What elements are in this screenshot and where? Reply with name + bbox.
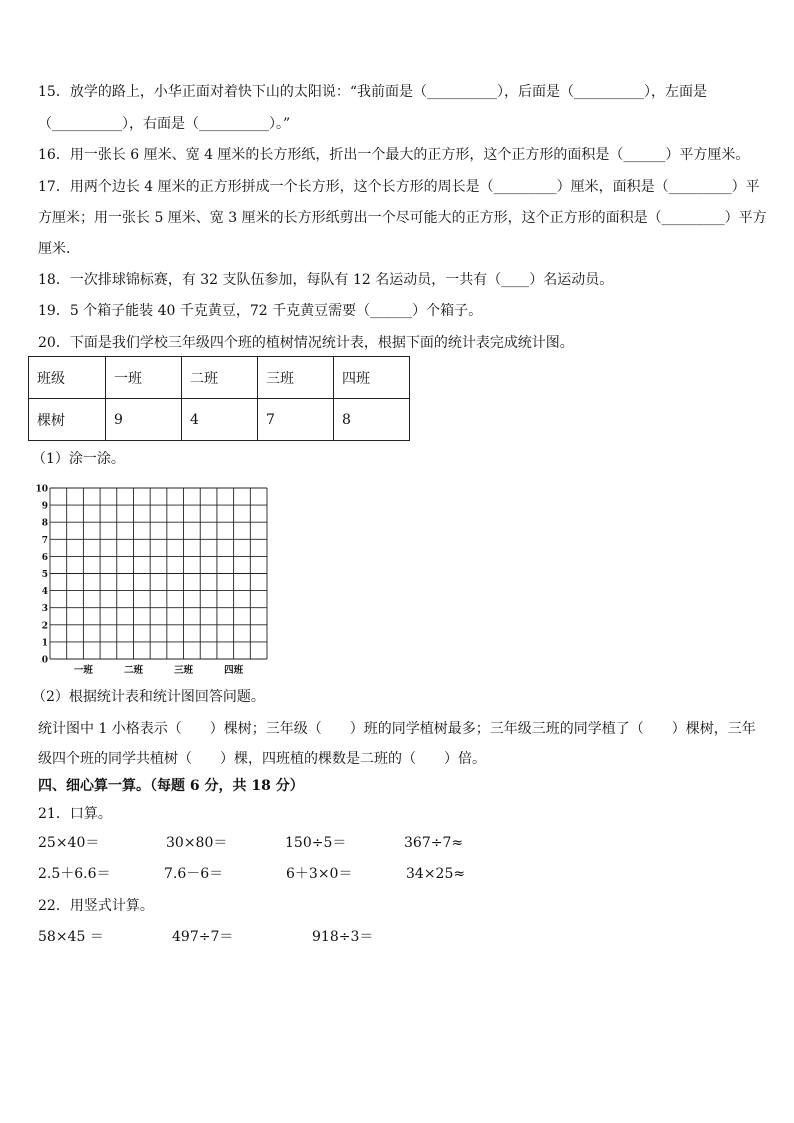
data-cell: 棵树 — [29, 399, 106, 441]
q21-item: 150÷5＝ — [285, 835, 347, 851]
x-category-label: 四班 — [224, 665, 244, 676]
y-tick-label: 8 — [41, 518, 48, 529]
y-tick-label: 10 — [35, 484, 48, 495]
q19-text: 19．5 个箱子能装 40 千克黄豆，72 千克黄豆需要（______）个箱子。 — [38, 303, 483, 319]
y-tick-label: 2 — [41, 621, 48, 632]
y-tick-label: 1 — [41, 638, 48, 649]
data-cell: 7 — [258, 399, 334, 441]
q17-line2: 方厘米；用一张长 5 厘米、宽 3 厘米的长方形纸剪出一个尽可能大的正方形，这个正方形的面积是（_________）平方 — [38, 210, 767, 226]
q20-part1: （1）涂一涂。 — [32, 451, 125, 467]
q15-line1: 15．放学的路上，小华正面对着快下山的太阳说：“我前面是（__________），后面是（__________），左面是 — [38, 84, 707, 100]
q22-item: 58×45 ＝ — [38, 929, 104, 945]
q21-item: 25×40＝ — [38, 835, 100, 851]
data-cell: 4 — [182, 399, 258, 441]
q22-title: 22．用竖式计算。 — [38, 898, 154, 914]
stats-header-row — [29, 357, 410, 399]
y-tick-label: 0 — [41, 655, 48, 666]
y-tick-label: 9 — [41, 501, 48, 512]
header-cell: 四班 — [334, 357, 410, 399]
q15-line2: （__________），右面是（__________）。” — [38, 116, 291, 132]
y-tick-label: 4 — [41, 587, 48, 598]
data-cell: 8 — [334, 399, 410, 441]
q22-item: 918÷3＝ — [312, 929, 374, 945]
y-tick-label: 5 — [41, 570, 48, 580]
x-category-label: 三班 — [174, 665, 194, 676]
x-category-label: 一班 — [73, 665, 93, 676]
section-4-heading: 四、细心算一算。（每题 6 分，共 18 分） — [38, 778, 304, 794]
bar-chart-grid — [30, 478, 275, 678]
header-cell: 一班 — [106, 357, 182, 399]
y-tick-label: 6 — [41, 552, 48, 563]
q21-item: 30×80＝ — [166, 835, 228, 851]
q17-line1: 17．用两个边长 4 厘米的正方形拼成一个长方形，这个长方形的周长是（_________）厘米，面积是（_________）平 — [38, 179, 760, 195]
q21-title: 21．口算。 — [38, 806, 112, 822]
q17-line3: 厘米． — [38, 241, 80, 257]
x-category-label: 二班 — [123, 665, 143, 676]
q20-part2: （2）根据统计表和统计图回答问题。 — [32, 689, 265, 705]
q21-item: 34×25≈ — [406, 866, 466, 882]
q21-item: 7.6－6＝ — [164, 866, 224, 882]
header-cell: 二班 — [182, 357, 258, 399]
q20-question-line2: 级四个班的同学共植树（ ）棵，四班植的棵数是二班的（ ）倍。 — [38, 751, 486, 767]
q22-item: 497÷7＝ — [172, 929, 234, 945]
stats-data-row — [29, 399, 410, 441]
q20-intro: 20．下面是我们学校三年级四个班的植树情况统计表，根据下面的统计表完成统计图。 — [38, 335, 574, 351]
q18-text: 18．一次排球锦标赛，有 32 支队伍参加，每队有 12 名运动员，一共有（____）名运动员。 — [38, 272, 614, 288]
q16-text: 16．用一张长 6 厘米、宽 4 厘米的长方形纸，折出一个最大的正方形，这个正方形的面积是（______）平方厘米。 — [38, 147, 750, 163]
y-tick-label: 3 — [41, 604, 48, 615]
header-cell: 三班 — [258, 357, 334, 399]
y-tick-label: 7 — [41, 535, 48, 546]
data-cell: 9 — [106, 399, 182, 441]
q21-item: 6＋3×0＝ — [286, 866, 353, 882]
header-cell: 班级 — [29, 357, 106, 399]
q20-question-line1: 统计图中 1 小格表示（ ）棵树；三年级（ ）班的同学植树最多；三年级三班的同学植了（ ）棵树，三年 — [38, 721, 756, 737]
q21-item: 367÷7≈ — [404, 835, 464, 851]
q21-item: 2.5＋6.6＝ — [38, 866, 111, 882]
stats-table — [28, 356, 410, 441]
